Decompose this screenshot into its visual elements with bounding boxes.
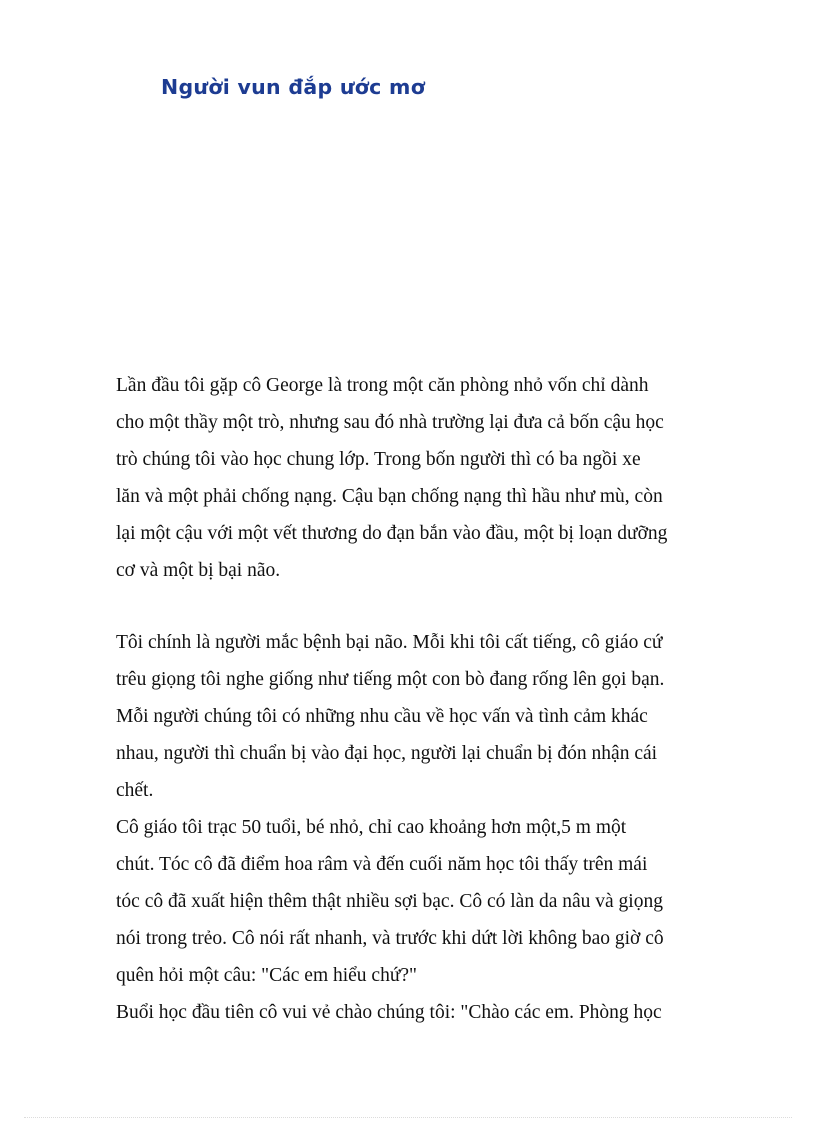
text-line: lại một cậu với một vết thương do đạn bắn vào đầu, một bị loạn dưỡng — [116, 523, 668, 544]
text-line: Mỗi người chúng tôi có những nhu cầu về học vấn và tình cảm khác — [116, 706, 648, 727]
text-line: chết. — [116, 780, 154, 801]
text-line: chút. Tóc cô đã điểm hoa râm và đến cuối năm học tôi thấy trên mái — [116, 854, 648, 875]
text-line: nói trong trẻo. Cô nói rất nhanh, và trước khi dứt lời không bao giờ cô — [116, 928, 664, 949]
document-title: Người vun đắp ước mơ — [161, 75, 426, 99]
paragraph-1 — [116, 367, 736, 589]
text-line: Tôi chính là người mắc bệnh bại não. Mỗi khi tôi cất tiếng, cô giáo cứ — [116, 632, 663, 653]
text-line: Buổi học đầu tiên cô vui vẻ chào chúng tôi: "Chào các em. Phòng học — [116, 1002, 662, 1023]
paragraph-2 — [116, 624, 736, 1031]
text-line: quên hỏi một câu: "Các em hiểu chứ?" — [116, 965, 418, 986]
text-line: trò chúng tôi vào học chung lớp. Trong bốn người thì có ba ngồi xe — [116, 449, 641, 470]
text-line: tóc cô đã xuất hiện thêm thật nhiều sợi bạc. Cô có làn da nâu và giọng — [116, 891, 663, 912]
text-line: trêu giọng tôi nghe giống như tiếng một con bò đang rống lên gọi bạn. — [116, 669, 665, 690]
text-line: Lần đầu tôi gặp cô George là trong một căn phòng nhỏ vốn chỉ dành — [116, 375, 649, 396]
text-line: nhau, người thì chuẩn bị vào đại học, người lại chuẩn bị đón nhận cái — [116, 743, 658, 764]
page-bottom-divider — [24, 1117, 792, 1118]
text-line: lăn và một phải chống nạng. Cậu bạn chống nạng thì hầu như mù, còn — [116, 486, 663, 507]
text-line: cho một thầy một trò, nhưng sau đó nhà trường lại đưa cả bốn cậu học — [116, 412, 664, 433]
text-line: Cô giáo tôi trạc 50 tuổi, bé nhỏ, chỉ cao khoảng hơn một,5 m một — [116, 817, 627, 838]
text-line: cơ và một bị bại não. — [116, 560, 281, 581]
